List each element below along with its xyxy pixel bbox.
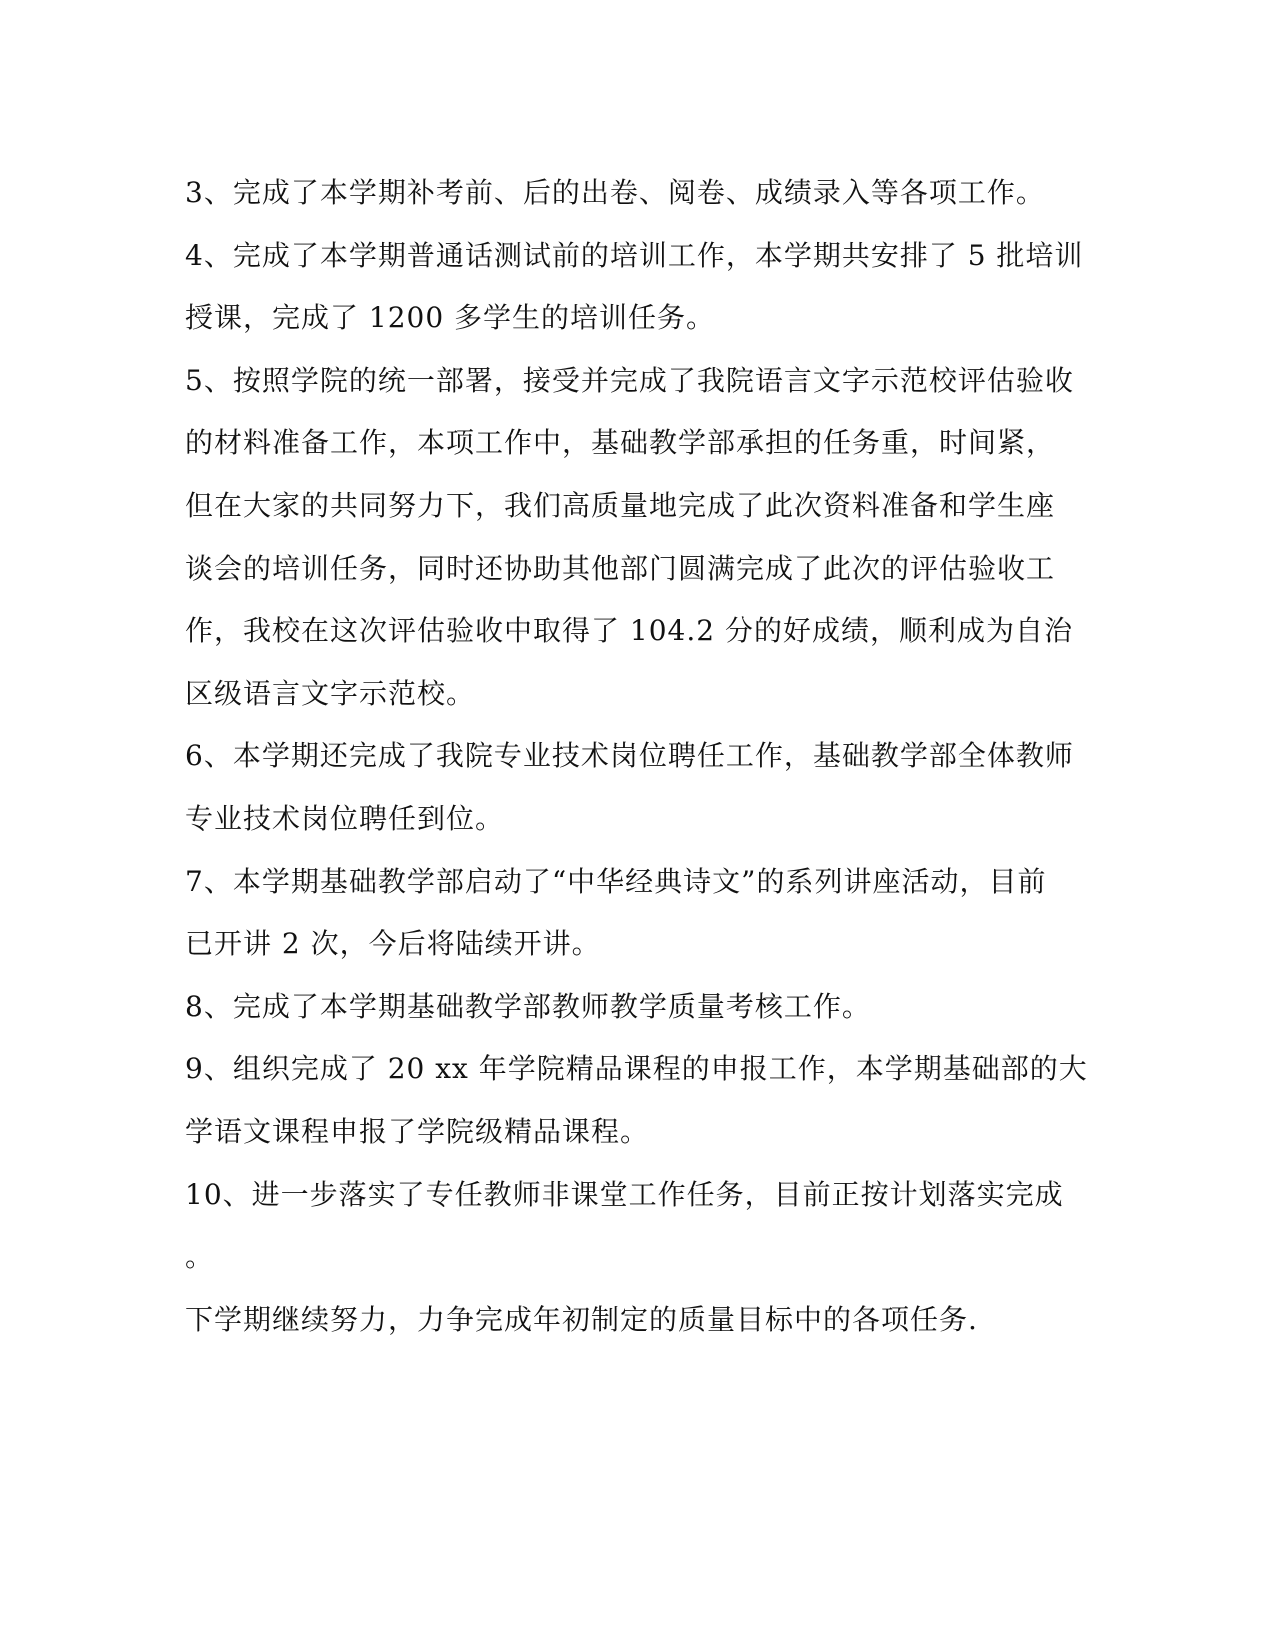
- text-line: 10、进一步落实了专任教师非课堂工作任务，目前正按计划落实完成: [185, 1177, 1064, 1211]
- document-body: [185, 162, 1088, 1351]
- text-line: 8、完成了本学期基础教学部教师教学质量考核工作。: [185, 989, 871, 1023]
- text-line: 但在大家的共同努力下，我们高质量地完成了此次资料准备和学生座: [185, 488, 1056, 522]
- text-line: 5、按照学院的统一部署，接受并完成了我院语言文字示范校评估验收: [185, 363, 1074, 397]
- text-line: 7、本学期基础教学部启动了“中华经典诗文”的系列讲座活动，目前: [185, 864, 1047, 898]
- text-line: 3、完成了本学期补考前、后的出卷、阅卷、成绩录入等各项工作。: [185, 176, 1045, 209]
- text-line: 下学期继续努力，力争完成年初制定的质量目标中的各项任务.: [185, 1302, 978, 1336]
- text-line: 区级语言文字示范校。: [185, 676, 476, 710]
- text-line: 作，我校在这次评估验收中取得了 104.2 分的好成绩，顺利成为自治: [185, 614, 1073, 648]
- text-line: 的材料准备工作，本项工作中，基础教学部承担的任务重，时间紧，: [185, 426, 1056, 460]
- text-line: 学语文课程申报了学院级精品课程。: [185, 1114, 650, 1148]
- text-line: 专业技术岗位聘任到位。: [185, 801, 505, 835]
- text-line: 谈会的培训任务，同时还协助其他部门圆满完成了此次的评估验收工: [185, 551, 1056, 585]
- text-line: 授课，完成了 1200 多学生的培训任务。: [185, 301, 716, 335]
- text-line: 9、组织完成了 20 xx 年学院精品课程的申报工作，本学期基础部的大: [185, 1052, 1088, 1086]
- text-line: 。: [185, 1240, 215, 1274]
- text-line: 4、完成了本学期普通话测试前的培训工作，本学期共安排了 5 批培训: [185, 238, 1084, 272]
- text-line: 已开讲 2 次，今后将陆续开讲。: [185, 927, 601, 961]
- text-line: 6、本学期还完成了我院专业技术岗位聘任工作，基础教学部全体教师: [185, 739, 1074, 773]
